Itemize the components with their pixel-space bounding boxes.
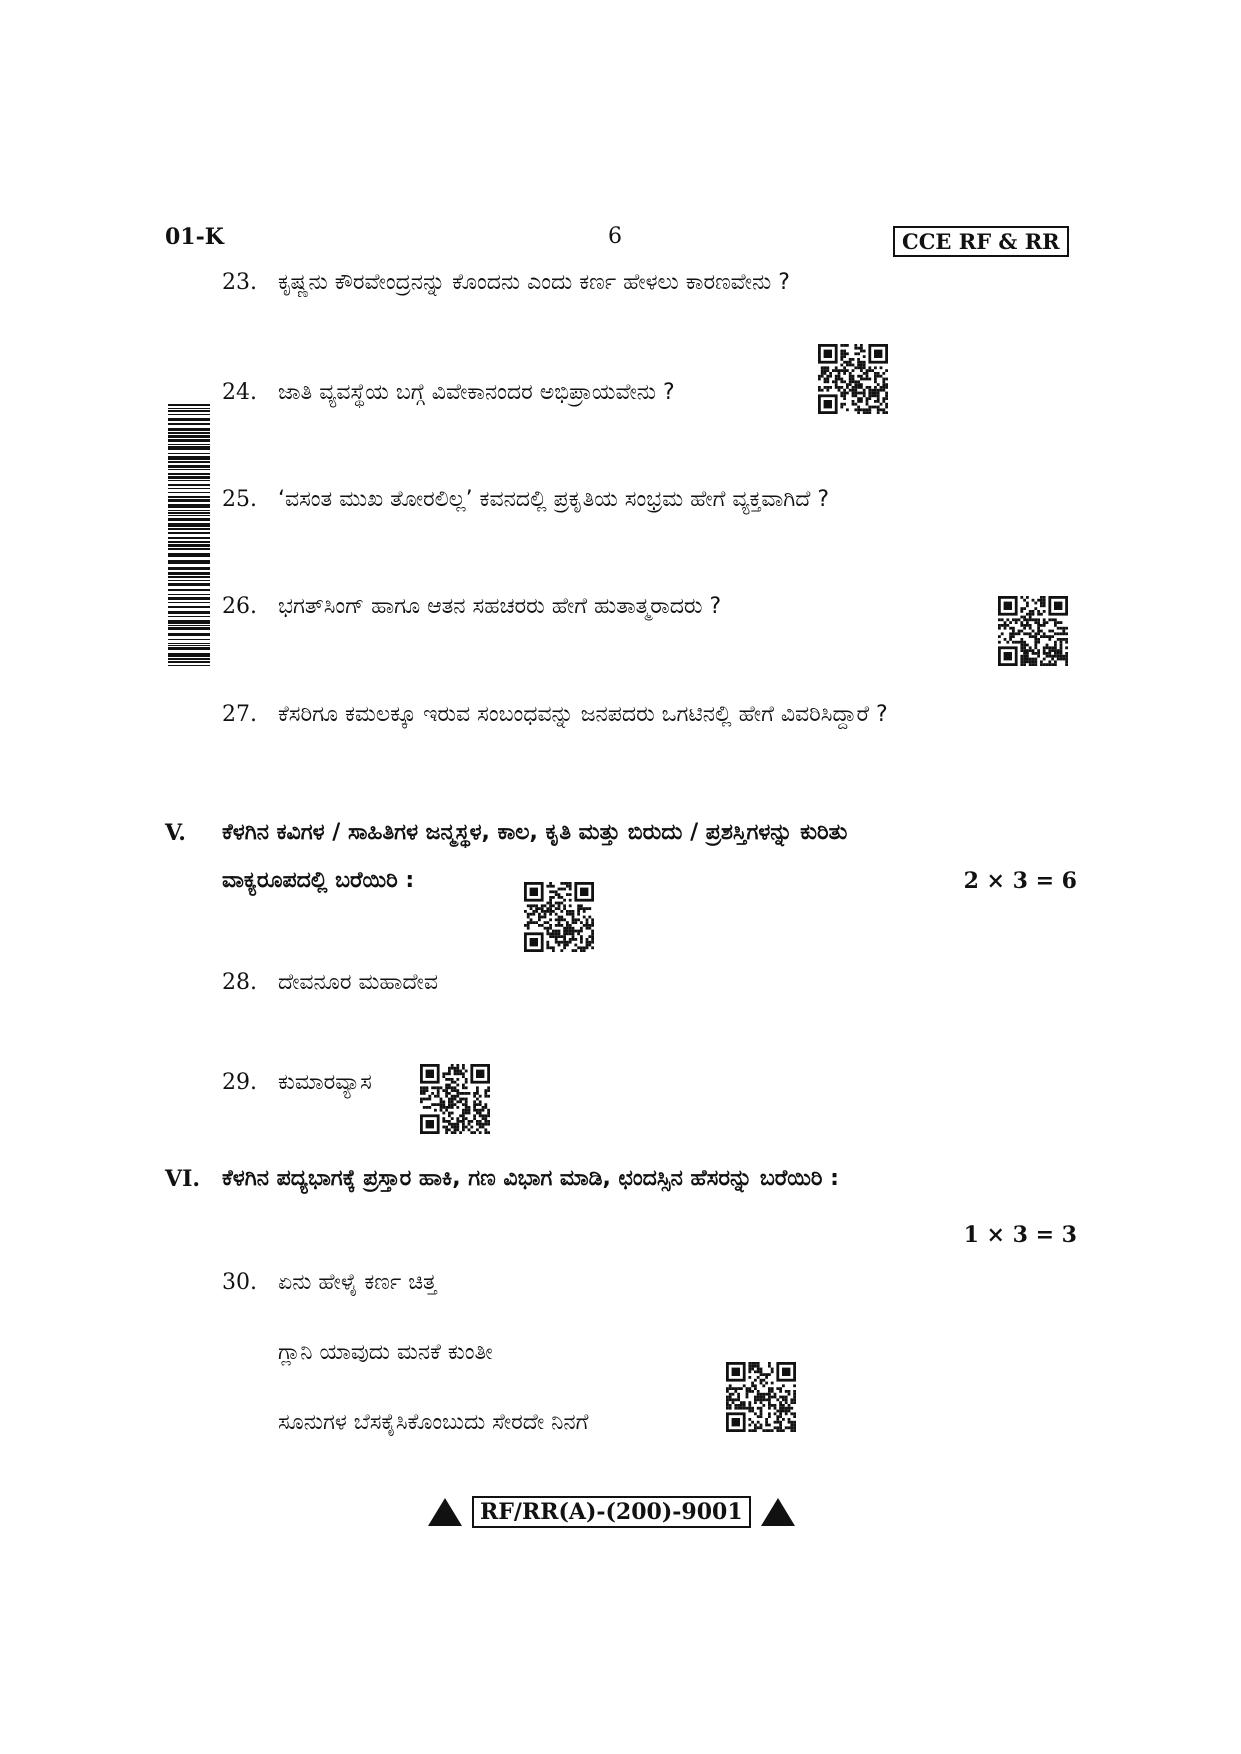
question-28 (222, 968, 438, 998)
footer-code: RF/RR(A)-(200)-9001 (472, 1496, 751, 1528)
question-number: 24. (222, 380, 257, 405)
footer (428, 1496, 795, 1528)
question-text: ಕೃಷ್ಣನು ಕೌರವೇಂದ್ರನನ್ನು ಕೊಂದನು ಎಂದು ಕರ್ಣ ಹೇಳಲು ಕಾರಣವೇನು ? (278, 270, 790, 295)
question-26 (222, 592, 721, 622)
question-number: 25. (222, 487, 257, 512)
question-number: 29. (222, 1070, 257, 1095)
triangle-marker-icon (428, 1498, 462, 1526)
section-vi-number: VI. (165, 1166, 201, 1192)
question-number: 26. (222, 594, 257, 619)
question-text: ಭಗತ್‌ಸಿಂಗ್ ಹಾಗೂ ಆತನ ಸಹಚರರು ಹೇಗೆ ಹುತಾತ್ಮರಾದರು ? (278, 594, 722, 619)
verse-line: ಸೂನುಗಳ ಬೆಸಕೈಸಿಕೊಂಬುದು ಸೇರದೇ ನಿನಗೆ (278, 1410, 589, 1435)
barcode-image (168, 404, 210, 670)
question-text: ‘ವಸಂತ ಮುಖ ತೋರಲಿಲ್ಲ’ ಕವನದಲ್ಲಿ ಪ್ರಕೃತಿಯ ಸಂಭ್ರಮ ಹೇಗೆ ವ್ಯಕ್ತವಾಗಿದೆ ? (278, 487, 830, 512)
question-number: 27. (222, 702, 257, 727)
question-text: ದೇವನೂರ ಮಹಾದೇವ (278, 970, 438, 995)
qr-code-image (998, 596, 1068, 666)
question-text: ಜಾತಿ ವ್ಯವಸ್ಥೆಯ ಬಗ್ಗೆ ವಿವೇಕಾನಂದರ ಅಭಿಪ್ರಾಯವೇನು ? (278, 380, 675, 405)
section-vi-instruction: ಕೆಳಗಿನ ಪದ್ಯಭಾಗಕ್ಕೆ ಪ್ರಸ್ತಾರ ಹಾಕಿ, ಗಣ ವಿಭಾಗ ಮಾಡಿ, ಛಂದಸ್ಸಿನ ಹೆಸರನ್ನು ಬರೆಯಿರಿ : (222, 1166, 839, 1191)
question-29 (222, 1068, 372, 1098)
question-24 (222, 378, 675, 408)
question-number: 30. (222, 1270, 257, 1295)
question-number: 23. (222, 270, 257, 295)
section-v-instruction: ಕೆಳಗಿನ ಕವಿಗಳ / ಸಾಹಿತಿಗಳ ಜನ್ಮಸ್ಥಳ, ಕಾಲ, ಕೃತಿ ಮತ್ತು ಬಿರುದು / ಪ್ರಶಸ್ತಿಗಳನ್ನು ಕುರಿತು (222, 820, 848, 845)
section-v-instruction-cont: ವಾಕ್ಯರೂಪದಲ್ಲಿ ಬರೆಯಿರಿ : (222, 868, 415, 893)
qr-code-image (524, 882, 594, 952)
section-v-marks: 2 × 3 = 6 (963, 868, 1077, 894)
section-v-number: V. (165, 820, 186, 846)
section-vi-marks: 1 × 3 = 3 (963, 1222, 1077, 1248)
question-23 (222, 268, 790, 298)
qr-code-image (818, 344, 888, 414)
question-25 (222, 485, 829, 515)
question-text: ಕುಮಾರವ್ಯಾಸ (278, 1070, 372, 1095)
paper-type-badge: CCE RF & RR (893, 226, 1069, 257)
question-number: 28. (222, 970, 257, 995)
verse-line: ಏನು ಹೇಳೈ ಕರ್ಣ ಚಿತ್ತ (278, 1270, 437, 1295)
paper-code: 01-K (165, 224, 224, 250)
question-27 (222, 700, 888, 730)
question-text: ಕೆಸರಿಗೂ ಕಮಲಕ್ಕೂ ಇರುವ ಸಂಬಂಧವನ್ನು ಜನಪದರು ಒಗಟಿನಲ್ಲಿ ಹೇಗೆ ವಿವರಿಸಿದ್ದಾರೆ ? (278, 702, 888, 727)
triangle-marker-icon (761, 1498, 795, 1526)
qr-code-image (420, 1064, 490, 1134)
question-30 (222, 1268, 437, 1298)
qr-code-image (726, 1362, 796, 1432)
verse-line: ಗ್ಲಾನಿ ಯಾವುದು ಮನಕೆ ಕುಂತೀ (278, 1340, 493, 1365)
page-number: 6 (608, 224, 622, 249)
